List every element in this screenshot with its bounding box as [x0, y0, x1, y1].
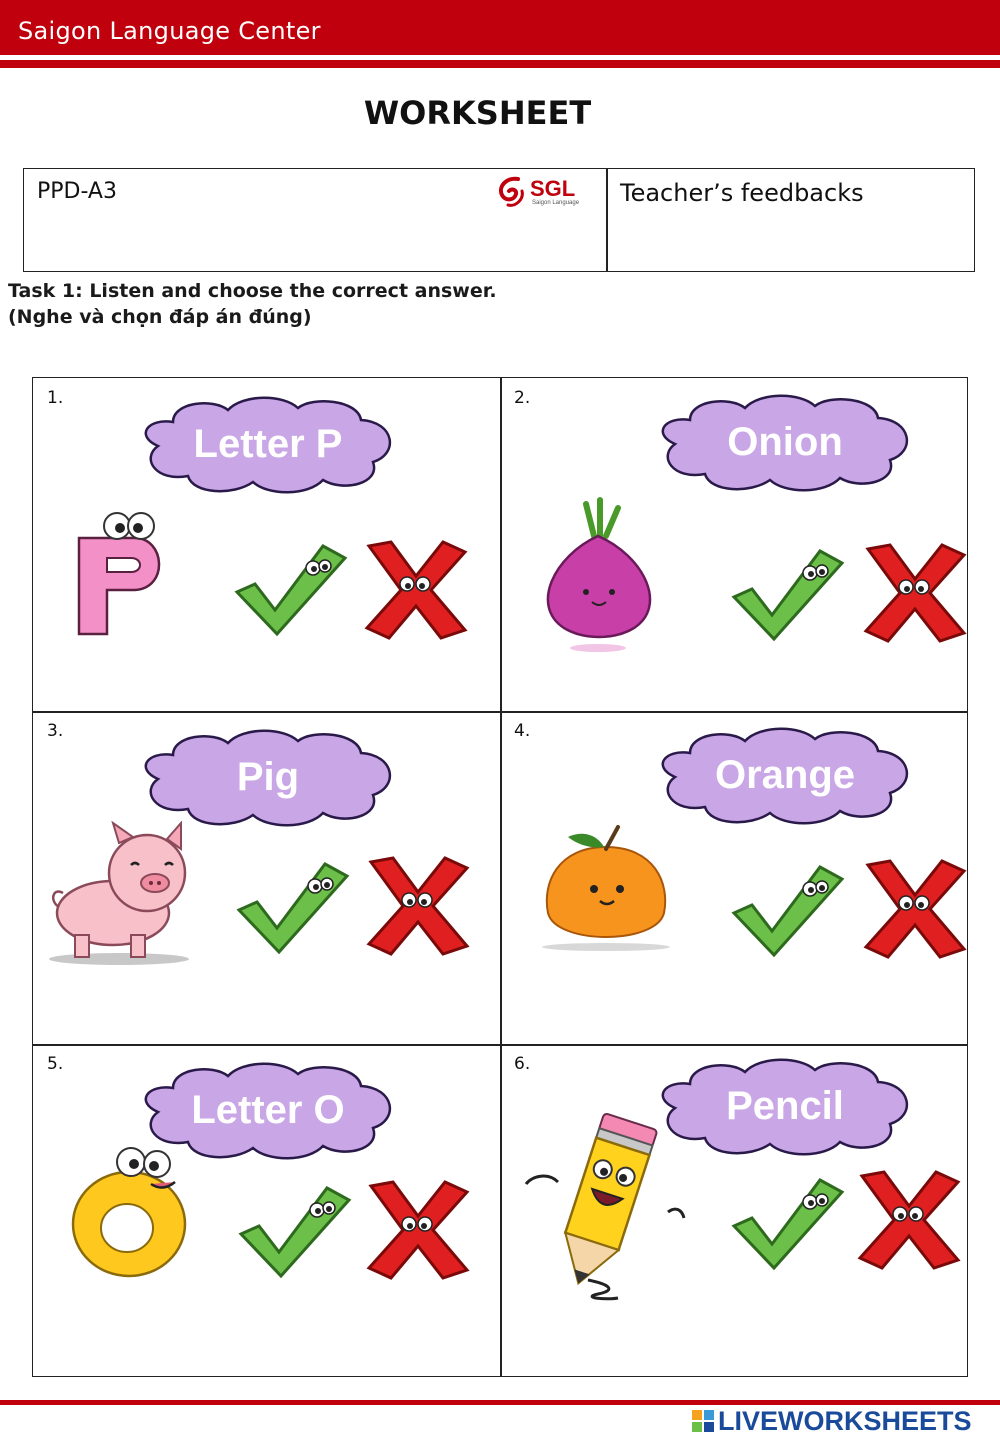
- wrong-cross-icon[interactable]: [860, 859, 970, 959]
- correct-check-icon[interactable]: [233, 538, 353, 638]
- header-divider: [0, 60, 1000, 68]
- page-title: WORKSHEET: [363, 94, 592, 132]
- pig-icon: [47, 821, 197, 966]
- word-cloud: [133, 392, 403, 497]
- wrong-cross-icon[interactable]: [854, 1170, 964, 1270]
- liveworksheets-logo: [692, 1404, 972, 1438]
- info-box: [23, 168, 975, 272]
- correct-check-icon[interactable]: [730, 1172, 850, 1272]
- question-cell-4: [500, 711, 967, 1044]
- task-title: Task 1: Listen and choose the correct answer.: [8, 280, 497, 302]
- wrong-cross-icon[interactable]: [363, 1180, 473, 1280]
- task-translation: (Nghe và chọn đáp án đúng): [8, 306, 312, 328]
- answer-word: Letter O: [191, 1088, 345, 1132]
- word-cloud: [133, 725, 403, 830]
- answer-grid: [32, 377, 968, 1377]
- header-bar: [0, 0, 1000, 55]
- logo-subtext: Saigon Language: [532, 200, 580, 206]
- question-number: 6.: [514, 1054, 531, 1074]
- liveworksheets-icon: [692, 1410, 714, 1432]
- answer-word: Pig: [236, 755, 300, 799]
- correct-check-icon[interactable]: [730, 543, 850, 643]
- logo-text: SGL: [530, 176, 576, 201]
- answer-word: Onion: [727, 420, 843, 464]
- organization-name: Saigon Language Center: [18, 17, 321, 45]
- word-cloud: [650, 723, 920, 828]
- question-cell-5: [33, 1044, 500, 1377]
- sgl-logo: [494, 175, 594, 211]
- letter-o-icon: [67, 1140, 197, 1280]
- wrong-cross-icon[interactable]: [361, 540, 471, 640]
- answer-word: Orange: [714, 753, 856, 797]
- question-number: 5.: [47, 1054, 64, 1074]
- question-cell-1: [33, 378, 500, 711]
- info-divider: [606, 169, 608, 271]
- answer-word: Letter P: [193, 422, 343, 466]
- onion-icon: [534, 496, 664, 656]
- question-number: 1.: [47, 388, 64, 408]
- question-number: 4.: [514, 721, 531, 741]
- answer-word: Pencil: [726, 1084, 844, 1128]
- worksheet-code: PPD-A3: [37, 179, 117, 204]
- orange-icon: [538, 823, 678, 953]
- question-number: 2.: [514, 388, 531, 408]
- pencil-icon: [518, 1102, 688, 1302]
- question-cell-6: [500, 1044, 967, 1377]
- question-cell-2: [500, 378, 967, 711]
- wrong-cross-icon[interactable]: [860, 543, 970, 643]
- word-cloud: [650, 390, 920, 495]
- correct-check-icon[interactable]: [237, 1180, 357, 1280]
- task-instructions: [8, 278, 497, 330]
- correct-check-icon[interactable]: [730, 859, 850, 959]
- question-cell-3: [33, 711, 500, 1044]
- letter-p-icon: [65, 508, 175, 638]
- word-cloud: [650, 1054, 920, 1159]
- wrong-cross-icon[interactable]: [363, 856, 473, 956]
- footer-brand: LIVEWORKSHEETS: [718, 1405, 972, 1436]
- teacher-feedback-label: Teacher’s feedbacks: [620, 179, 864, 207]
- sgl-logo-icon: [494, 175, 530, 209]
- question-number: 3.: [47, 721, 64, 741]
- correct-check-icon[interactable]: [235, 856, 355, 956]
